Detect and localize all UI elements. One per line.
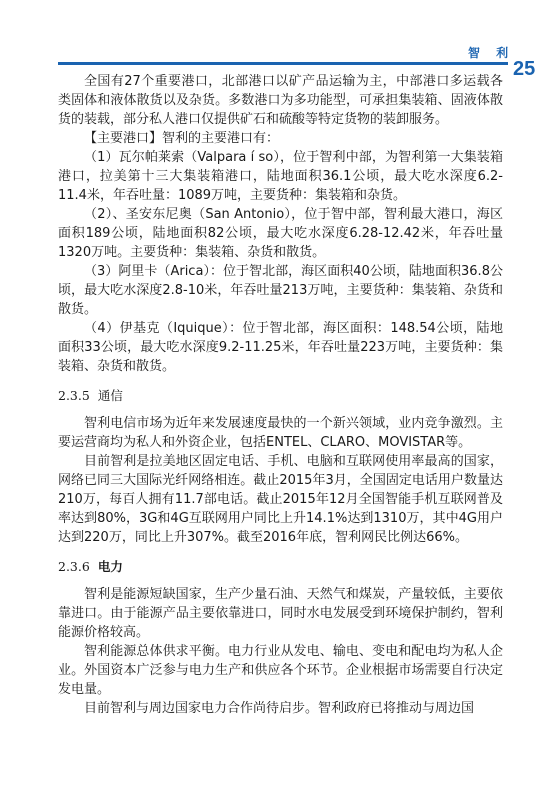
section-heading-power	[58, 557, 503, 576]
paragraph-port-san-antonio: （2）、圣安东尼奥（San Antonio），位于智中部，智利最大港口，海区面积189公顷，陆地面积82公顷，最大吃水深度6.28-12.42米，年吞吐量1320万吨。主要货种：集装箱、杂货和散货。	[58, 207, 503, 260]
page-body	[58, 72, 503, 718]
running-header-label: 智 利	[468, 46, 515, 60]
section-title: 电力	[97, 559, 123, 574]
page-number: 25	[513, 58, 536, 80]
paragraph-ports-overview: 全国有27个重要港口，北部港口以矿产品运输为主，中部港口多运载各类固体和液体散货以及杂货。多数港口为多功能型，可承担集装箱、固液体散货的装载，部分私人港口仅提供矿石和硫酸等特定货物的装卸服务。	[58, 74, 503, 127]
paragraph-port-arica: （3）阿里卡（Arica）：位于智北部，海区面积40公顷，陆地面积36.8公顷，最大吃水深度2.8-10米，年吞吐量213万吨，主要货种：集装箱、杂货和散货。	[58, 264, 503, 317]
paragraph-port-valparaiso: （1）瓦尔帕莱索（Valpara í so），位于智利中部，为智利第一大集装箱港口，拉美第十三大集装箱港口，陆地面积36.1公顷，最大吃水深度6.2-11.4米，年吞吐量：1089万吨，主要货种：集装箱和杂货。	[58, 150, 503, 203]
paragraph-telecom-stats: 目前智利是拉美地区固定电话、手机、电脑和互联网使用率最高的国家，网络已同三大国际光纤网络相连。截止2015年3月，全国固定电话用户数量达210万，每百人拥有11.7部电话。截止2015年12月全国智能手机互联网普及率达到80%，3G和4G互联网用户同比上升14.1%达到1310万，其中4G用户达到220万，同比上升307%。截至2016年底，智利网民比例达66%。	[58, 454, 503, 545]
section-heading-telecom	[58, 386, 503, 405]
section-number: 2.3.5	[58, 388, 90, 403]
paragraph-port-iquique: （4）伊基克（Iquique）：位于智北部，海区面积：148.54公顷，陆地面积33公顷，最大吃水深度9.2-11.25米，年吞吐量223万吨，主要货种：集装箱、杂货和散货。	[58, 321, 503, 374]
paragraph-energy-balance: 智利能源总体供求平衡。电力行业从发电、输电、变电和配电均为私人企业。外国资本广泛参与电力生产和供应各个环节。企业根据市场需要自行决定发电量。	[58, 644, 503, 697]
paragraph-major-ports-heading: 【主要港口】智利的主要港口有：	[84, 131, 280, 146]
paragraph-telecom-market: 智利电信市场为近年来发展速度最快的一个新兴领域，业内竞争激烈。主要运营商均为私人和外资企业，包括ENTEL、CLARO、MOVISTAR等。	[58, 416, 503, 450]
section-number: 2.3.6	[58, 559, 90, 574]
header-rule	[58, 62, 508, 65]
paragraph-power-cooperation: 目前智利与周边国家电力合作尚待启步。智利政府已将推动与周边国	[84, 701, 475, 716]
paragraph-energy-shortage: 智利是能源短缺国家，生产少量石油、天然气和煤炭，产量较低，主要依靠进口。由于能源产品主要依靠进口，同时水电发展受到环境保护制约，智利能源价格较高。	[58, 587, 503, 640]
section-title: 通信	[97, 388, 123, 403]
